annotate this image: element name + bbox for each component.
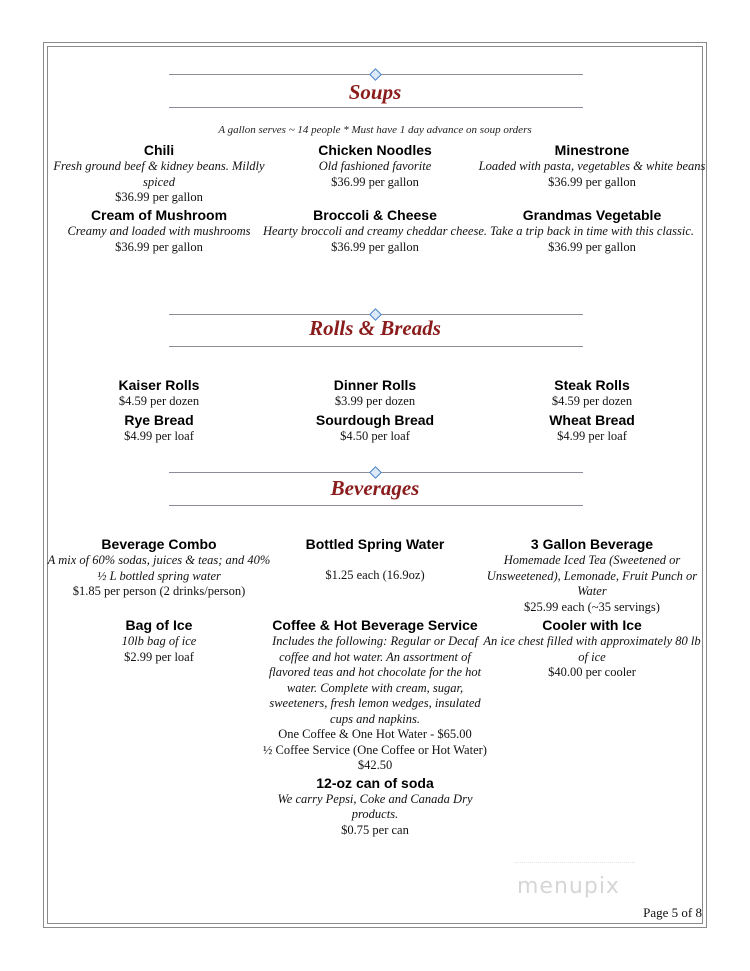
section-divider-bottom bbox=[169, 346, 583, 347]
item-price: $25.99 each (~35 servings) bbox=[524, 599, 660, 614]
item-description: Includes the following: Regular or Decaf coffee and hot water. An assortment of flavored teas and hot chocolate for the hot water. Complete with cream, sugar, sweeteners, fresh lemon wedges, insulated cups and napkins. bbox=[268, 634, 482, 726]
section-divider-bottom bbox=[169, 505, 583, 506]
item-description: A mix of 60% sodas, juices & teas; and 40% ½ L bottled spring water bbox=[47, 553, 271, 583]
menu-item bbox=[477, 616, 707, 681]
item-price: $1.25 each (16.9oz) bbox=[325, 568, 425, 582]
menu-item bbox=[477, 535, 707, 615]
spacer bbox=[260, 553, 490, 568]
item-price: $36.99 per gallon bbox=[331, 174, 419, 189]
item-price: $36.99 per gallon bbox=[115, 190, 203, 204]
item-name: Minestrone bbox=[554, 142, 630, 158]
menu-item bbox=[44, 411, 274, 445]
menu-item bbox=[44, 206, 274, 255]
menu-item bbox=[44, 535, 274, 600]
item-name: 3 Gallon Beverage bbox=[530, 536, 654, 552]
menu-item bbox=[260, 376, 490, 410]
item-price: $4.59 per dozen bbox=[551, 394, 633, 408]
item-price: $40.00 per cooler bbox=[548, 665, 636, 679]
menu-item bbox=[260, 206, 490, 255]
item-price: $1.85 per person (2 drinks/person) bbox=[72, 584, 246, 598]
item-description: 10lb bag of ice bbox=[121, 634, 197, 648]
menu-item bbox=[477, 376, 707, 410]
menu-item bbox=[260, 411, 490, 445]
item-price: $3.99 per dozen bbox=[334, 394, 416, 408]
menu-item bbox=[477, 206, 707, 255]
item-price: One Coffee & One Hot Water - $65.00 bbox=[278, 727, 472, 741]
item-name: Cream of Mushroom bbox=[90, 207, 228, 223]
item-name: Kaiser Rolls bbox=[118, 377, 200, 393]
item-name: Bottled Spring Water bbox=[305, 536, 445, 552]
item-price: $36.99 per gallon bbox=[331, 239, 419, 254]
item-description: Fresh ground beef & kidney beans. Mildly spiced bbox=[53, 159, 265, 189]
item-description: An ice chest filled with approximately 80 lb of ice bbox=[483, 634, 701, 664]
section-title-breads: Rolls & Breads bbox=[309, 316, 441, 340]
item-price: $4.99 per loaf bbox=[557, 429, 627, 443]
item-name: Coffee & Hot Beverage Service bbox=[272, 617, 478, 633]
item-price: $4.99 per loaf bbox=[124, 429, 194, 443]
item-price: $36.99 per gallon bbox=[548, 239, 636, 254]
item-name: Broccoli & Cheese bbox=[313, 207, 437, 223]
item-name: Rye Bread bbox=[124, 412, 194, 428]
menu-item bbox=[44, 141, 274, 206]
section-divider-bottom bbox=[169, 107, 583, 108]
item-price: $36.99 per gallon bbox=[548, 174, 636, 189]
item-description: Creamy and loaded with mushrooms bbox=[67, 224, 251, 238]
item-name: Cooler with Ice bbox=[542, 617, 642, 633]
item-name: Grandmas Vegetable bbox=[522, 207, 662, 223]
item-description: Take a trip back in time with this classic. bbox=[489, 224, 695, 238]
item-description: We carry Pepsi, Coke and Canada Dry products. bbox=[277, 791, 473, 821]
item-name: Dinner Rolls bbox=[333, 377, 417, 393]
item-price: $4.50 per loaf bbox=[340, 429, 410, 443]
item-name: Chili bbox=[143, 142, 175, 158]
item-description: Hearty broccoli and creamy cheddar cheese. bbox=[263, 224, 487, 238]
watermark-logo: menupix bbox=[517, 874, 620, 899]
item-name: Wheat Bread bbox=[549, 412, 635, 428]
watermark-rule bbox=[515, 862, 635, 864]
item-name: 12-oz can of soda bbox=[316, 774, 434, 791]
menu-item bbox=[260, 141, 490, 190]
section-title-beverages: Beverages bbox=[330, 476, 420, 500]
section-title-soups: Soups bbox=[348, 80, 402, 104]
item-name: Beverage Combo bbox=[101, 536, 217, 552]
menu-item bbox=[477, 141, 707, 190]
item-description: Loaded with pasta, vegetables & white beans bbox=[478, 159, 706, 173]
menu-item bbox=[44, 376, 274, 410]
item-name: Chicken Noodles bbox=[318, 142, 432, 158]
item-price: ½ Coffee Service (One Coffee or Hot Water) $42.50 bbox=[263, 742, 487, 772]
item-description: Old fashioned favorite bbox=[318, 159, 432, 173]
item-price: $2.99 per loaf bbox=[124, 649, 194, 664]
menu-item bbox=[260, 616, 490, 838]
menu-item bbox=[44, 616, 274, 665]
item-description: Homemade Iced Tea (Sweetened or Unsweetened), Lemonade, Fruit Punch or Water bbox=[486, 553, 698, 598]
page-number: Page 5 of 8 bbox=[643, 905, 702, 920]
menu-item bbox=[477, 411, 707, 445]
item-name: Bag of Ice bbox=[125, 617, 193, 633]
soups-note: A gallon serves ~ 14 people * Must have 1 day advance on soup orders bbox=[218, 124, 532, 136]
item-price: $36.99 per gallon bbox=[115, 239, 203, 254]
item-name: Sourdough Bread bbox=[315, 412, 435, 428]
menu-item bbox=[260, 535, 490, 584]
item-price: $4.59 per dozen bbox=[118, 394, 200, 408]
item-price: $0.75 per can bbox=[341, 822, 409, 837]
item-name: Steak Rolls bbox=[554, 377, 630, 393]
